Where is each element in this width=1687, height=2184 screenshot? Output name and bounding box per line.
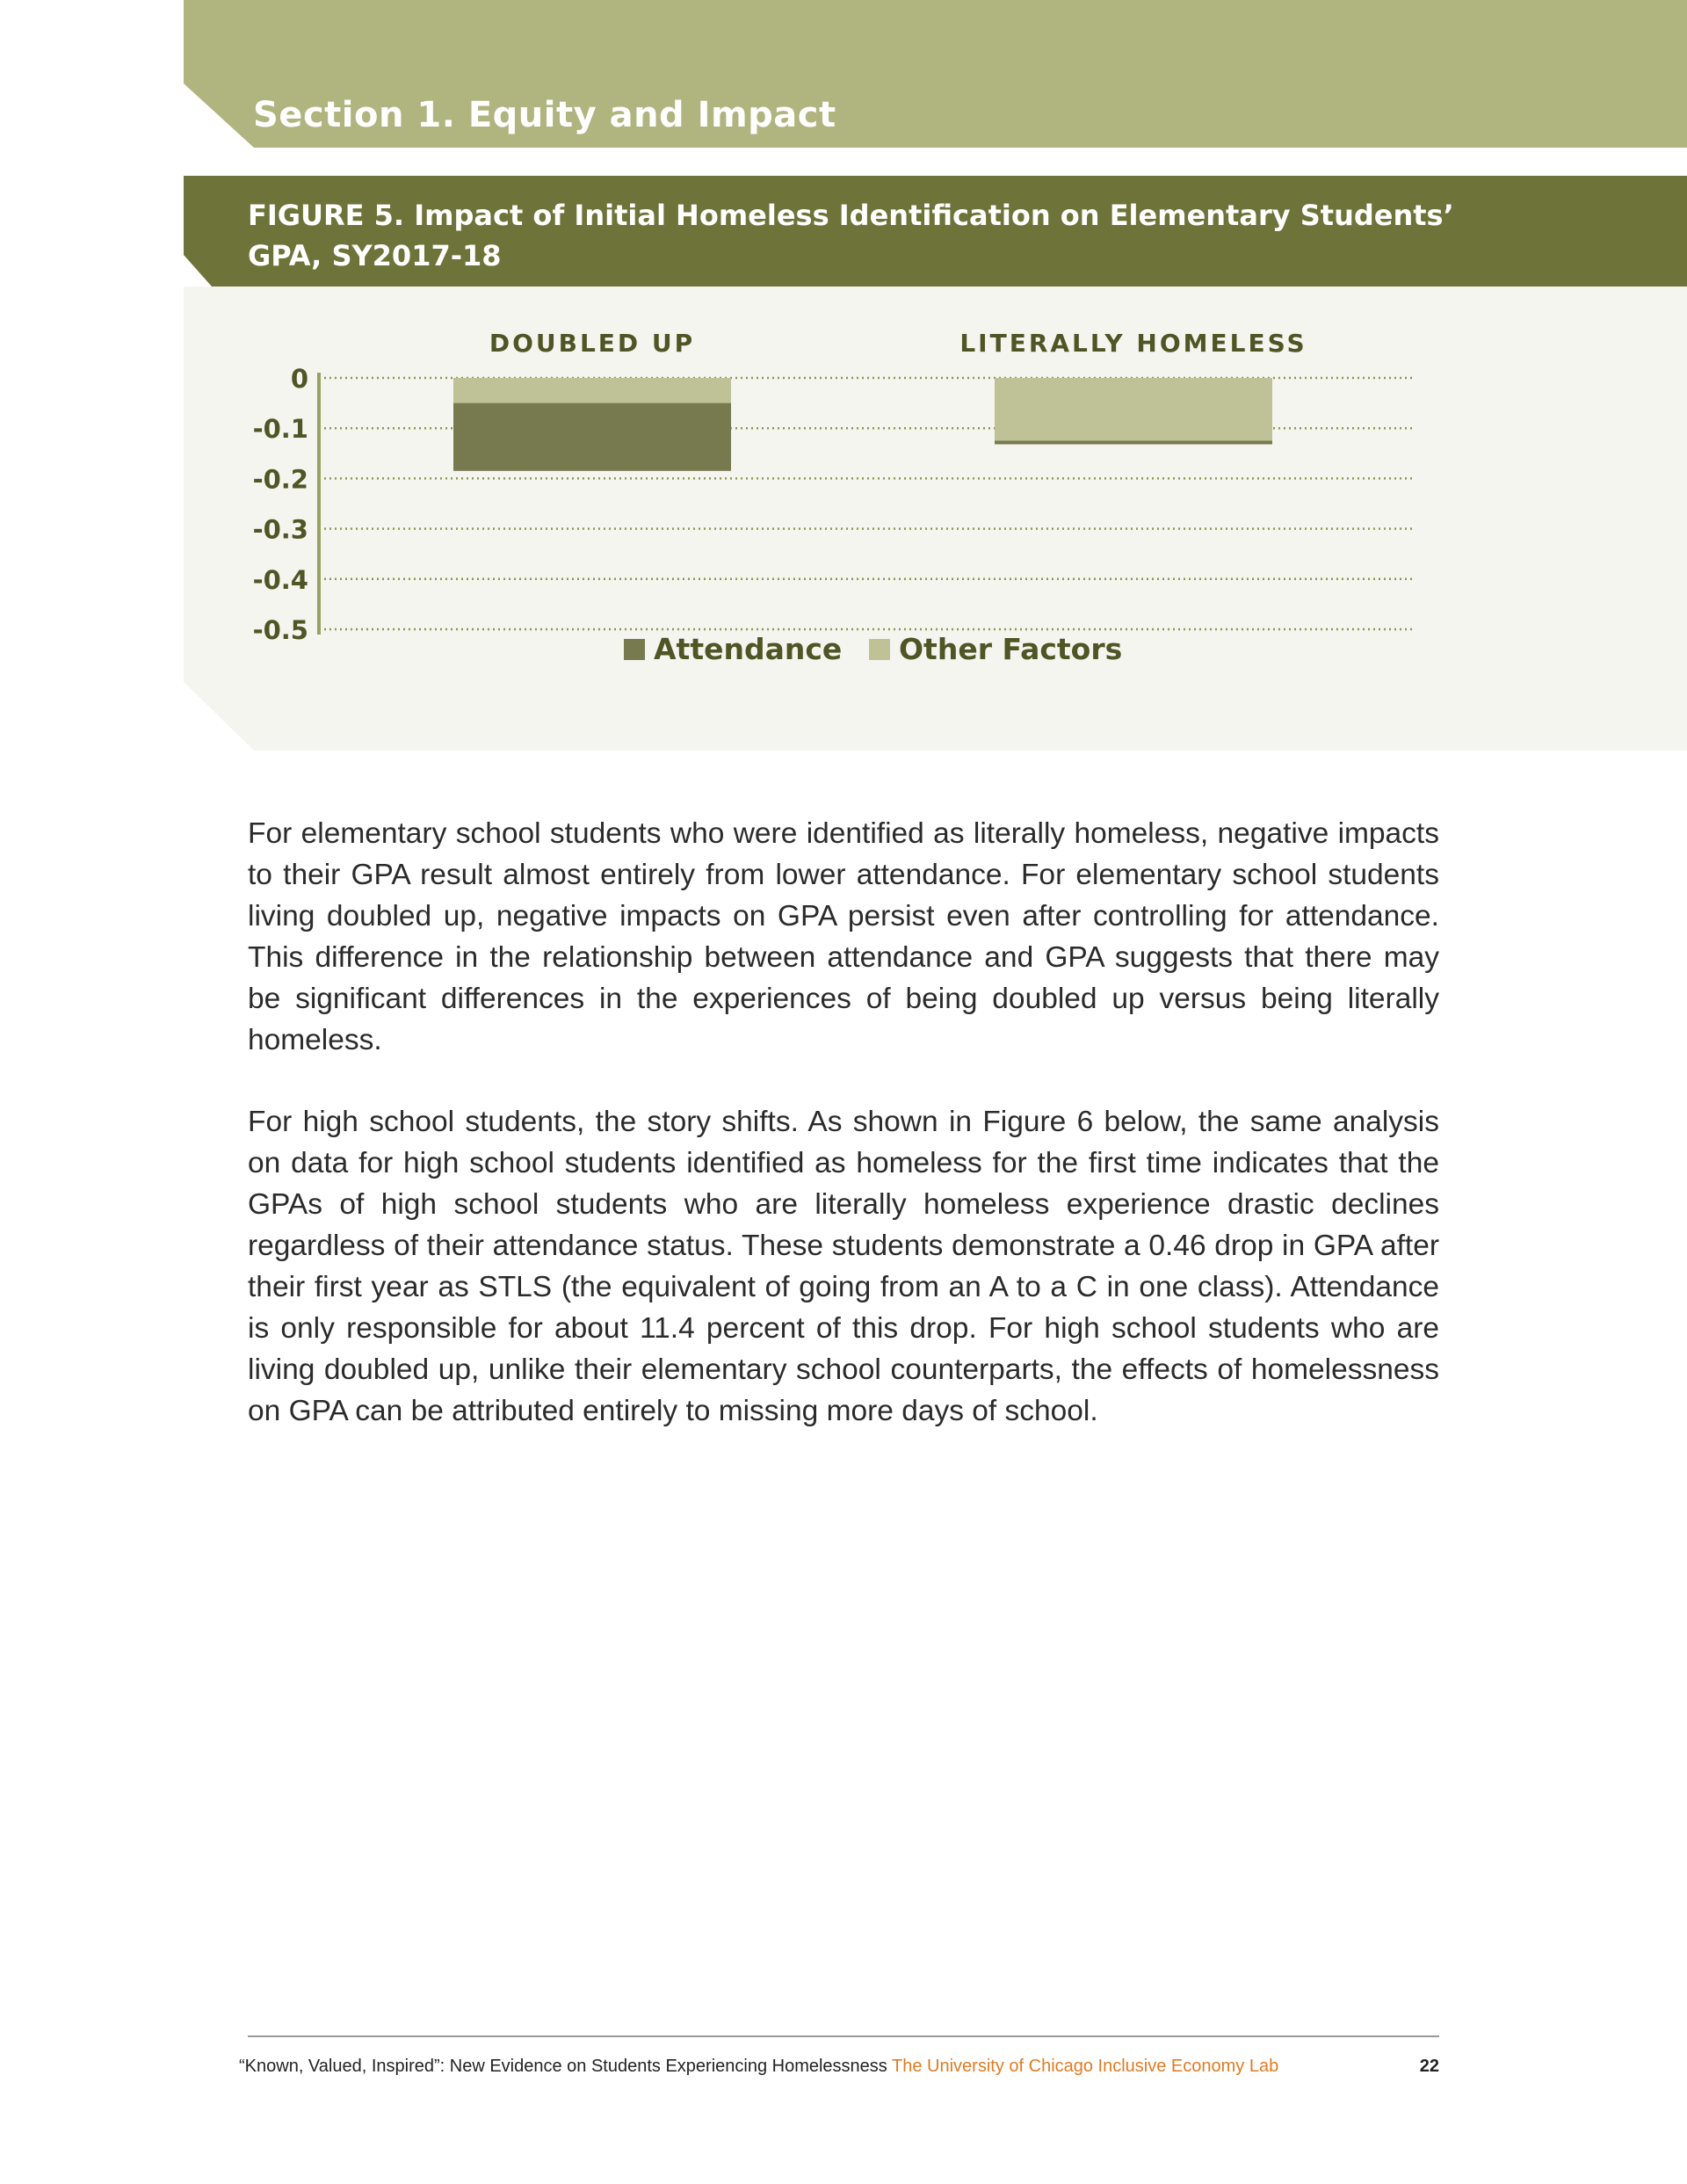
legend-swatch [869, 639, 890, 660]
footer [239, 2057, 1439, 2077]
y-tick-label: -0.5 [252, 615, 308, 645]
legend-label: Attendance [654, 632, 843, 666]
bar-other-factors [995, 378, 1272, 441]
category-label: LITERALLY HOMELESS [959, 329, 1307, 358]
y-tick-label: -0.2 [252, 464, 308, 495]
bar-other-factors [453, 378, 731, 403]
bar-chart [184, 287, 1687, 751]
legend-label: Other Factors [899, 632, 1123, 666]
category-label: DOUBLED UP [489, 329, 696, 358]
y-tick-label: -0.4 [252, 564, 308, 595]
bar-attendance [995, 441, 1272, 445]
y-tick-label: -0.3 [252, 514, 308, 545]
footer-report-title: “Known, Valued, Inspired”: New Evidence on Students Experiencing Homelessness [239, 2057, 887, 2076]
legend-swatch [624, 639, 645, 660]
chart-panel [184, 287, 1687, 751]
section-title: Section 1. Equity and Impact [253, 95, 836, 135]
footer-rule [248, 2035, 1439, 2037]
y-tick-label: 0 [290, 364, 308, 394]
figure-title: FIGURE 5. Impact of Initial Homeless Identification on Elementary Students’ GPA, SY2017-18 [248, 199, 1454, 272]
footer-organization: The University of Chicago Inclusive Economy Lab [892, 2057, 1279, 2076]
bar-attendance [453, 403, 731, 471]
paragraph-1: For elementary school students who were identified as literally homeless, negative impacts to their GPA result almost entirely from lower attendance. For elementary school students living doubled up, negative impacts on GPA persist even after controlling for attendance. This difference in the relationship between attendance and GPA suggests that there may be significant differences in the experiences of being doubled up versus being literally homeless. [248, 817, 1439, 1056]
y-tick-label: -0.1 [252, 414, 308, 445]
paragraph-2: For high school students, the story shifts. As shown in Figure 6 below, the same analysis on data for high school students identified as homeless for the first time indicates that the GPAs of high school students who are literally homeless experience drastic declines regardless of their attendance status. These students demonstrate a 0.46 drop in GPA after their first year as STLS (the equivalent of going from an A to a C in one class). Attendance is only responsible for about 11.4 percent of this drop. For high school students who are living doubled up, unlike their elementary school counterparts, the effects of homelessness on GPA can be attributed entirely to missing more days of school. [248, 1106, 1439, 1427]
page-number: 22 [1419, 2057, 1439, 2076]
